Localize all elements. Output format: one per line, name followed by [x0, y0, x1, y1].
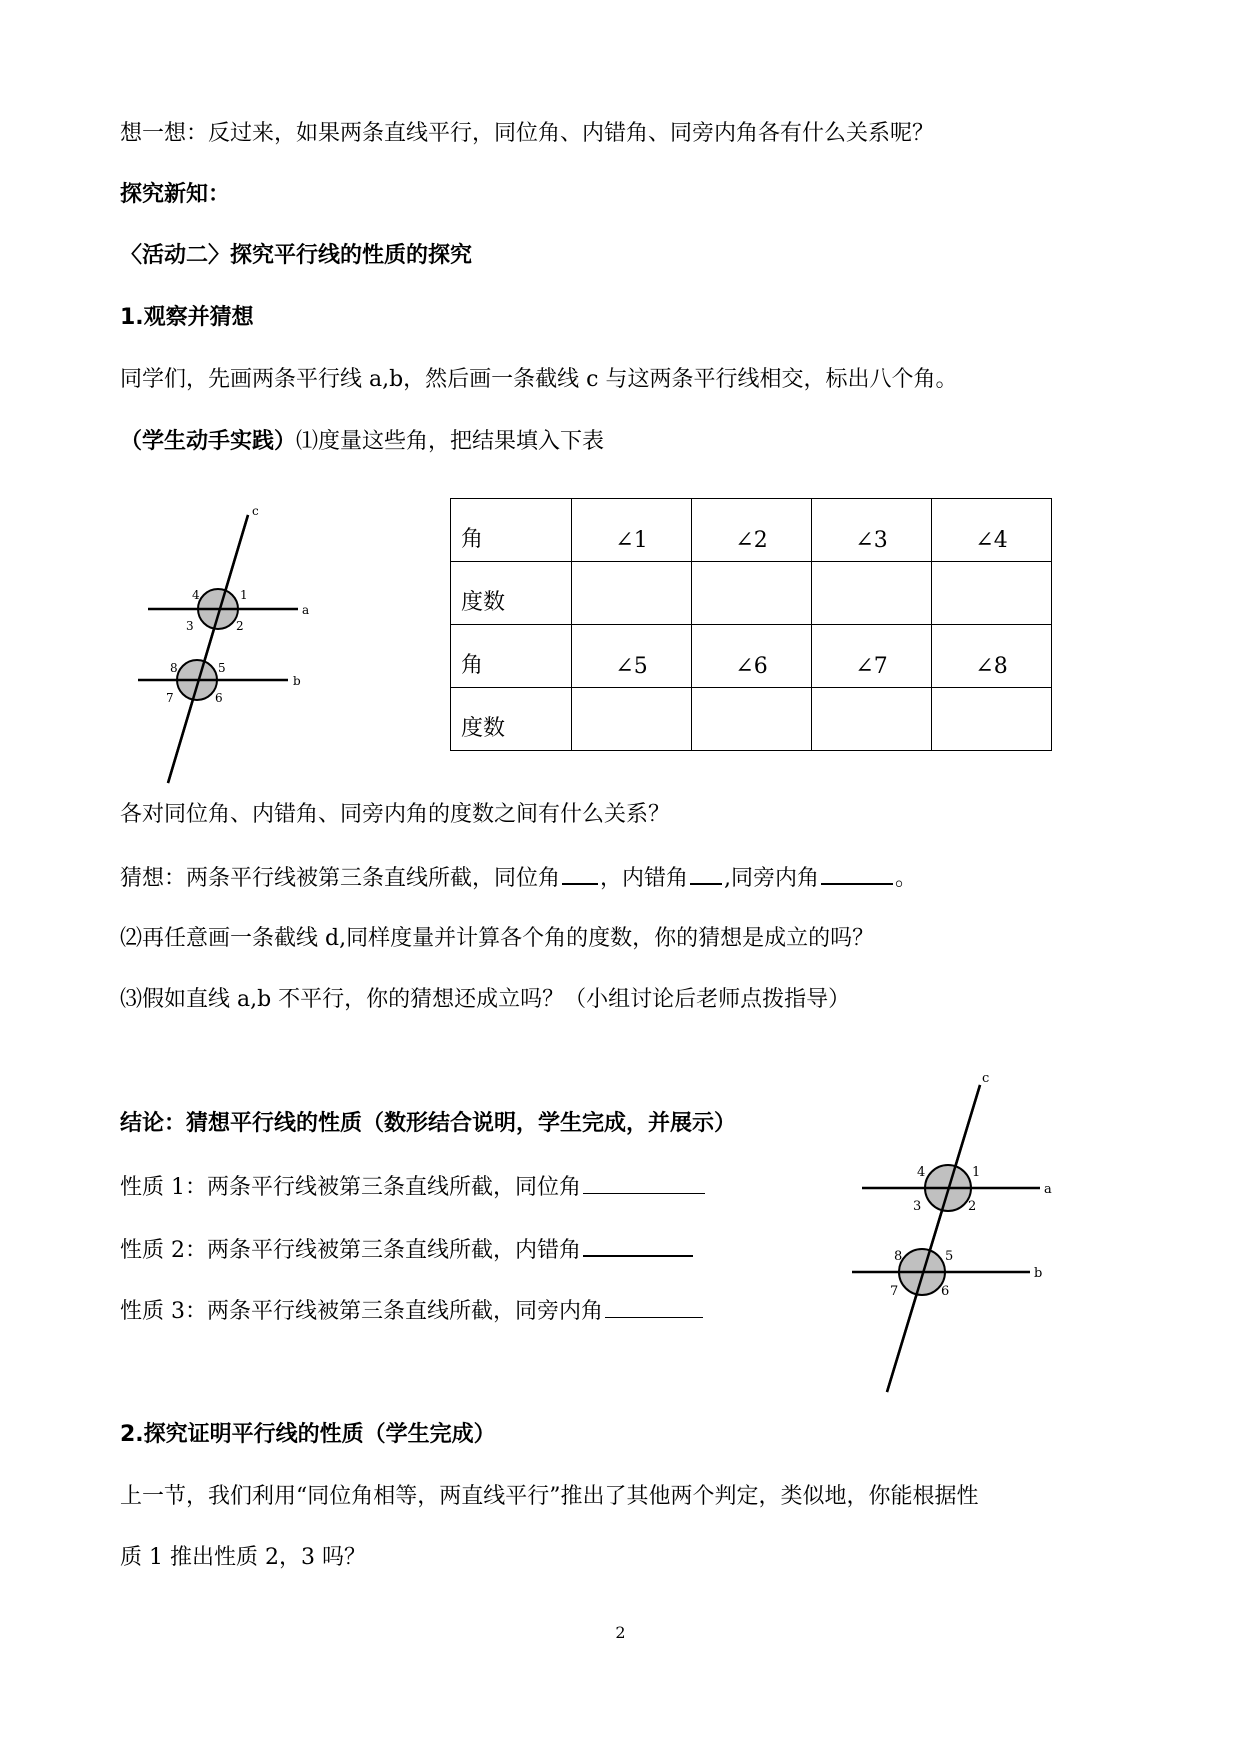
- guess-line: [120, 861, 917, 894]
- table-cell-empty: [572, 742, 691, 750]
- guess-mid2: ,同旁内角: [724, 866, 820, 891]
- page-number: 2: [615, 1623, 626, 1642]
- label-b: b: [293, 674, 301, 688]
- angle-label-2: 2: [968, 1199, 977, 1214]
- property-1: [120, 1171, 707, 1203]
- table-cell: 度数: [461, 590, 506, 615]
- item-2: ⑵再任意画一条截线 d,同样度量并计算各个角的度数，你的猜想是成立的吗？: [120, 926, 875, 951]
- step2-heading: 2.探究证明平行线的性质（学生完成）: [120, 1422, 496, 1447]
- table-cell-empty: [692, 742, 811, 750]
- guess-prefix: 猜想：两条平行线被第三条直线所截，同位角: [120, 866, 561, 891]
- blank-co-interior[interactable]: [821, 861, 893, 885]
- item-3: ⑶假如直线 a,b 不平行，你的猜想还成立吗？（小组讨论后老师点拨指导）: [120, 987, 851, 1012]
- step1-heading: 1.观察并猜想: [120, 305, 254, 330]
- table-cell-empty: [932, 616, 1051, 624]
- table-cell-empty: [812, 616, 931, 624]
- property-3: [120, 1295, 705, 1327]
- guess-mid1: ，内错角: [600, 866, 689, 891]
- table-cell: ∠5: [615, 654, 648, 679]
- table-row: [451, 562, 1052, 625]
- practice-text: ⑴度量这些角，把结果填入下表: [296, 429, 605, 454]
- angle-label-7: 7: [166, 691, 174, 705]
- angle-label-7: 7: [890, 1284, 899, 1299]
- angle-label-5: 5: [218, 661, 226, 675]
- property-2-text: 性质 2：两条平行线被第三条直线所截，内错角: [120, 1238, 581, 1263]
- table-cell-empty: [812, 742, 931, 750]
- property-2: [120, 1233, 695, 1266]
- blank-alternate[interactable]: [690, 861, 722, 885]
- table-cell: 度数: [461, 716, 506, 741]
- table-cell-empty: [932, 742, 1051, 750]
- instruction-text: 同学们，先画两条平行线 a,b，然后画一条截线 c 与这两条平行线相交，标出八个角。: [120, 367, 958, 392]
- think-question: 想一想：反过来，如果两条直线平行，同位角、内错角、同旁内角各有什么关系呢？: [120, 121, 935, 146]
- angle-label-3: 3: [913, 1199, 922, 1214]
- parallel-lines-figure-bottom: [850, 1070, 1070, 1400]
- label-c: c: [252, 504, 259, 518]
- table-cell: 角: [461, 653, 484, 678]
- angle-label-2: 2: [236, 619, 244, 633]
- table-cell: ∠6: [735, 654, 768, 679]
- angle-label-3: 3: [186, 619, 194, 633]
- proof-line-2: 质 1 推出性质 2，3 吗？: [120, 1545, 366, 1570]
- angle-label-1: 1: [972, 1165, 981, 1180]
- label-a: a: [1044, 1182, 1052, 1197]
- practice-line: [120, 427, 604, 457]
- angle-measure-table: [450, 498, 1052, 751]
- table-cell: ∠3: [855, 528, 888, 553]
- practice-label: （学生动手实践）: [120, 429, 297, 454]
- angle-label-4: 4: [192, 588, 200, 602]
- table-cell: ∠4: [975, 528, 1008, 553]
- table-row: [451, 688, 1052, 751]
- table-cell: 角: [461, 527, 484, 552]
- guess-end: 。: [895, 866, 918, 891]
- angle-label-4: 4: [917, 1165, 926, 1180]
- angle-label-8: 8: [170, 661, 178, 675]
- table-row: [451, 625, 1052, 688]
- proof-line-1: 上一节，我们利用“同位角相等，两直线平行”推出了其他两个判定，类似地，你能根据性: [120, 1484, 979, 1509]
- blank-property-2[interactable]: [583, 1233, 693, 1257]
- parallel-lines-figure-top: [130, 505, 330, 790]
- angle-label-6: 6: [941, 1284, 950, 1299]
- label-a: a: [302, 603, 310, 617]
- angle-label-6: 6: [215, 691, 223, 705]
- property-1-text: 性质 1：两条平行线被第三条直线所截，同位角: [120, 1175, 581, 1200]
- angle-label-5: 5: [945, 1249, 954, 1264]
- angle-label-1: 1: [240, 588, 248, 602]
- blank-corresponding[interactable]: [562, 861, 598, 885]
- property-3-text: 性质 3：两条平行线被第三条直线所截，同旁内角: [120, 1299, 603, 1324]
- table-cell: ∠8: [975, 654, 1008, 679]
- label-c: c: [982, 1071, 990, 1086]
- table-cell-empty: [572, 616, 691, 624]
- angle-label-8: 8: [894, 1249, 903, 1264]
- table-row: [451, 499, 1052, 562]
- table-cell-empty: [692, 616, 811, 624]
- blank-property-1[interactable]: [583, 1171, 705, 1194]
- blank-property-3[interactable]: [605, 1295, 703, 1318]
- table-cell: ∠7: [855, 654, 888, 679]
- label-b: b: [1034, 1266, 1043, 1281]
- relation-question: 各对同位角、内错角、同旁内角的度数之间有什么关系？: [120, 802, 671, 827]
- table-cell: ∠2: [735, 528, 768, 553]
- conclusion-heading: 结论：猜想平行线的性质（数形结合说明，学生完成，并展示）: [120, 1111, 737, 1136]
- activity-heading: 〈活动二〉探究平行线的性质的探究: [120, 243, 473, 268]
- table-cell: ∠1: [615, 528, 648, 553]
- explore-heading: 探究新知：: [120, 182, 231, 207]
